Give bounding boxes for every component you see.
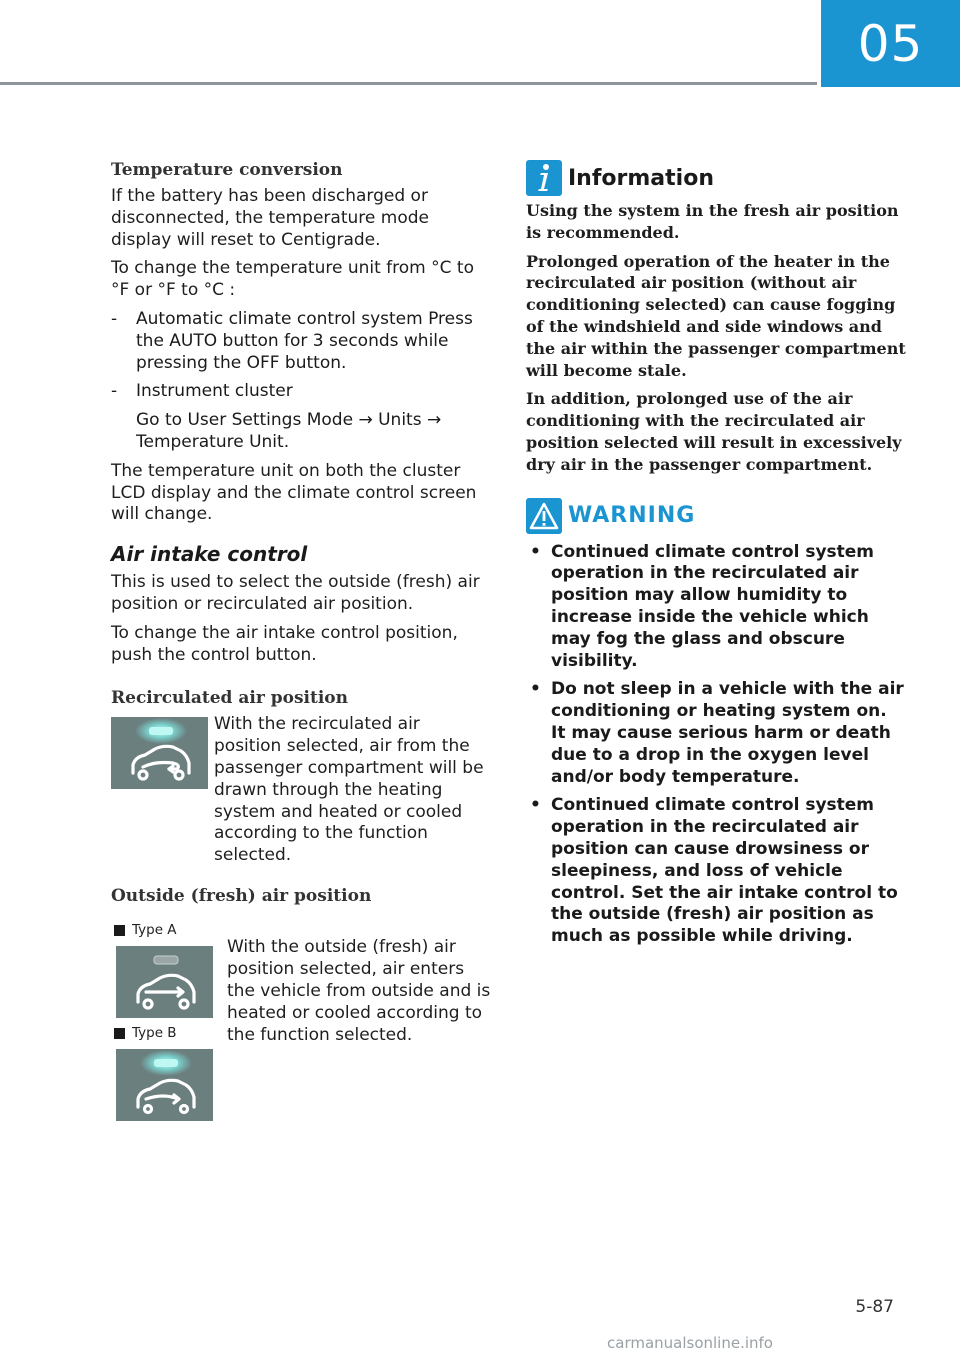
recirculated-air-icon: [111, 717, 208, 789]
air-paragraph-1: This is used to select the outside (fresh) air position or recirculated air position.: [111, 572, 480, 614]
warning-header: [526, 498, 906, 534]
recirculated-figure: [111, 714, 491, 864]
warning-text: Do not sleep in a vehicle with the air conditioning or heating system on. It may cause serious harm or death due to a drop in the oxygen level and/or body temperature.: [551, 679, 904, 787]
dash-marker: -: [111, 381, 118, 402]
recirculated-heading: Recirculated air position: [111, 688, 348, 709]
warning-title: WARNING: [568, 503, 696, 529]
list-item: [111, 309, 491, 374]
warning-item: [526, 542, 906, 673]
chapter-tab: 05: [821, 0, 960, 87]
bullet-marker: •: [530, 679, 541, 700]
square-bullet-icon: [114, 925, 125, 936]
recirculated-description: With the recirculated air position selected, air from the passenger compartment will be drawn through the heating system and heated or cooled according to the function selected.: [214, 714, 484, 866]
info-paragraph-3: In addition, prolonged use of the air conditioning with the recirculated air position selected will result in excessively dry air in the passenger compartment.: [526, 389, 902, 474]
type-a-text: Type A: [132, 922, 177, 939]
fresh-air-icon: [116, 946, 213, 1018]
outside-air-description: With the outside (fresh) air position selected, air enters the vehicle from outside and is heated or cooled according to the function selected.: [227, 937, 491, 1045]
warning-item: [526, 795, 906, 948]
information-title: Information: [568, 165, 714, 191]
left-column: [111, 160, 491, 1132]
air-intake-heading: Air intake control: [111, 542, 308, 567]
page-number: 5-87: [855, 1297, 894, 1317]
warning-item: [526, 679, 906, 788]
temp-paragraph-2: To change the temperature unit from °C to °F or °F to °C :: [111, 258, 474, 301]
type-b-text: Type B: [132, 1025, 177, 1042]
info-paragraph-2: Prolonged operation of the heater in the recirculated air position (without air conditioning selected) can cause fogging of the windshield and side windows and the air within the passenger compartment will become stale.: [526, 251, 906, 380]
warning-icon: [526, 498, 562, 534]
bullet-marker: •: [530, 541, 541, 562]
air-paragraph-2: To change the air intake control position, push the control button.: [111, 622, 458, 665]
bullet-marker: •: [530, 795, 541, 816]
warning-text: Continued climate control system operation in the recirculated air position may allow humidity to increase inside the vehicle which may fog the glass and obscure visibility.: [551, 541, 875, 671]
list-item-text: Automatic climate control system Press the AUTO button for 3 seconds while pressing the OFF button.: [136, 308, 473, 373]
header-rule: [0, 82, 817, 85]
outside-air-figure: [111, 912, 491, 1132]
type-a-label: [114, 922, 177, 938]
dash-marker: -: [111, 308, 118, 329]
list-item-text: Instrument cluster: [136, 381, 293, 402]
list-item: [111, 381, 491, 403]
info-paragraph-1: Using the system in the fresh air position is recommended.: [526, 201, 899, 242]
warning-text: Continued climate control system operation in the recirculated air position can cause drowsiness or sleepiness, and loss of vehicle control. Set the air intake control to the outside (fresh) air position as much as possible while driving.: [551, 795, 898, 947]
temp-paragraph-1: If the battery has been discharged or disconnected, the temperature mode display will reset to Centigrade.: [111, 186, 429, 250]
temp-paragraph-3: The temperature unit on both the cluster LCD display and the climate control screen will change.: [111, 460, 477, 525]
fresh-air-icon: [116, 1049, 213, 1121]
square-bullet-icon: [114, 1028, 125, 1039]
right-column: [526, 160, 906, 955]
information-header: [526, 160, 906, 196]
temperature-conversion-heading: Temperature conversion: [111, 160, 343, 180]
list-item-subtext: Go to User Settings Mode → Units → Temperature Unit.: [136, 410, 442, 452]
outside-air-heading: Outside (fresh) air position: [111, 886, 372, 907]
info-icon: [526, 160, 562, 196]
watermark: carmanualsonline.info: [607, 1334, 773, 1352]
type-b-label: [114, 1025, 177, 1041]
